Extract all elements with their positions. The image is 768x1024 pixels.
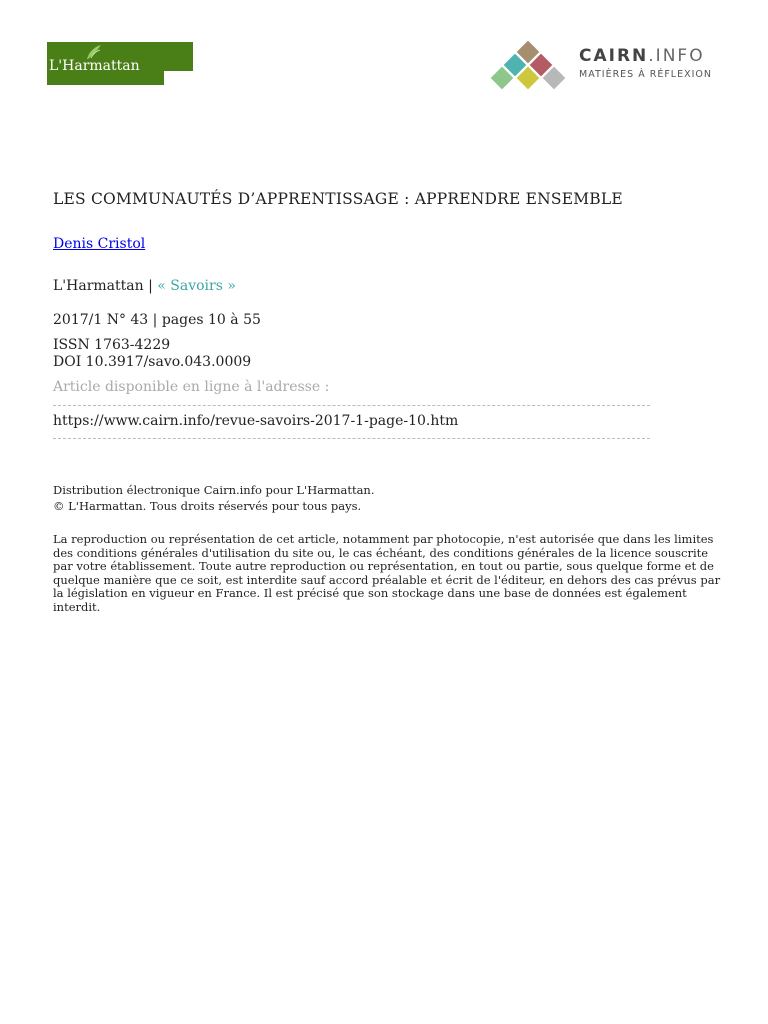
distribution-notice: Distribution électronique Cairn.info pour L'Harmattan. xyxy=(53,483,375,497)
doi: DOI 10.3917/savo.043.0009 xyxy=(53,354,252,370)
cairn-tagline: MATIÈRES À RÉFLEXION xyxy=(579,69,712,80)
legal-notice: La reproduction ou représentation de cet article, notamment par photocopie, n'est autorisée que dans les limites des conditions générales d'utilisation du site ou, le cas échéant, des conditions générales de la licence souscrite par votre établissement. Toute autre reproduction ou représentation, en tout ou partie, sous quelque forme et de quelque manière que ce soit, est interdite sauf accord préalable et écrit de l'éditeur, en dehors des cas prévus par la législation en vigueur en France. Il est précisé que son stockage dans une base de données est également interdit. xyxy=(53,532,721,614)
article-url[interactable]: https://www.cairn.info/revue-savoirs-2017-1-page-10.htm xyxy=(53,413,459,429)
harmattan-logo xyxy=(47,42,193,85)
cairn-brand-suffix: .INFO xyxy=(648,46,705,66)
cairn-diamonds-icon xyxy=(488,41,570,91)
harmattan-logo-text: L'Harmattan xyxy=(49,58,140,74)
divider xyxy=(53,405,650,406)
publisher-line xyxy=(53,278,236,294)
journal-name: « Savoirs » xyxy=(157,278,236,294)
issue-info: 2017/1 N° 43 | pages 10 à 55 xyxy=(53,312,261,328)
availability-label: Article disponible en ligne à l'adresse : xyxy=(53,379,330,395)
issn: ISSN 1763-4229 xyxy=(53,337,171,353)
cairn-logo xyxy=(488,41,728,91)
author-link[interactable]: Denis Cristol xyxy=(53,236,146,252)
publisher-name: L'Harmattan | xyxy=(53,278,158,294)
divider xyxy=(53,438,650,439)
cairn-brand: CAIRN.INFO xyxy=(579,46,705,66)
copyright-notice: © L'Harmattan. Tous droits réservés pour tous pays. xyxy=(53,499,362,513)
article-title: LES COMMUNAUTÉS D’APPRENTISSAGE : APPRENDRE ENSEMBLE xyxy=(53,190,623,208)
